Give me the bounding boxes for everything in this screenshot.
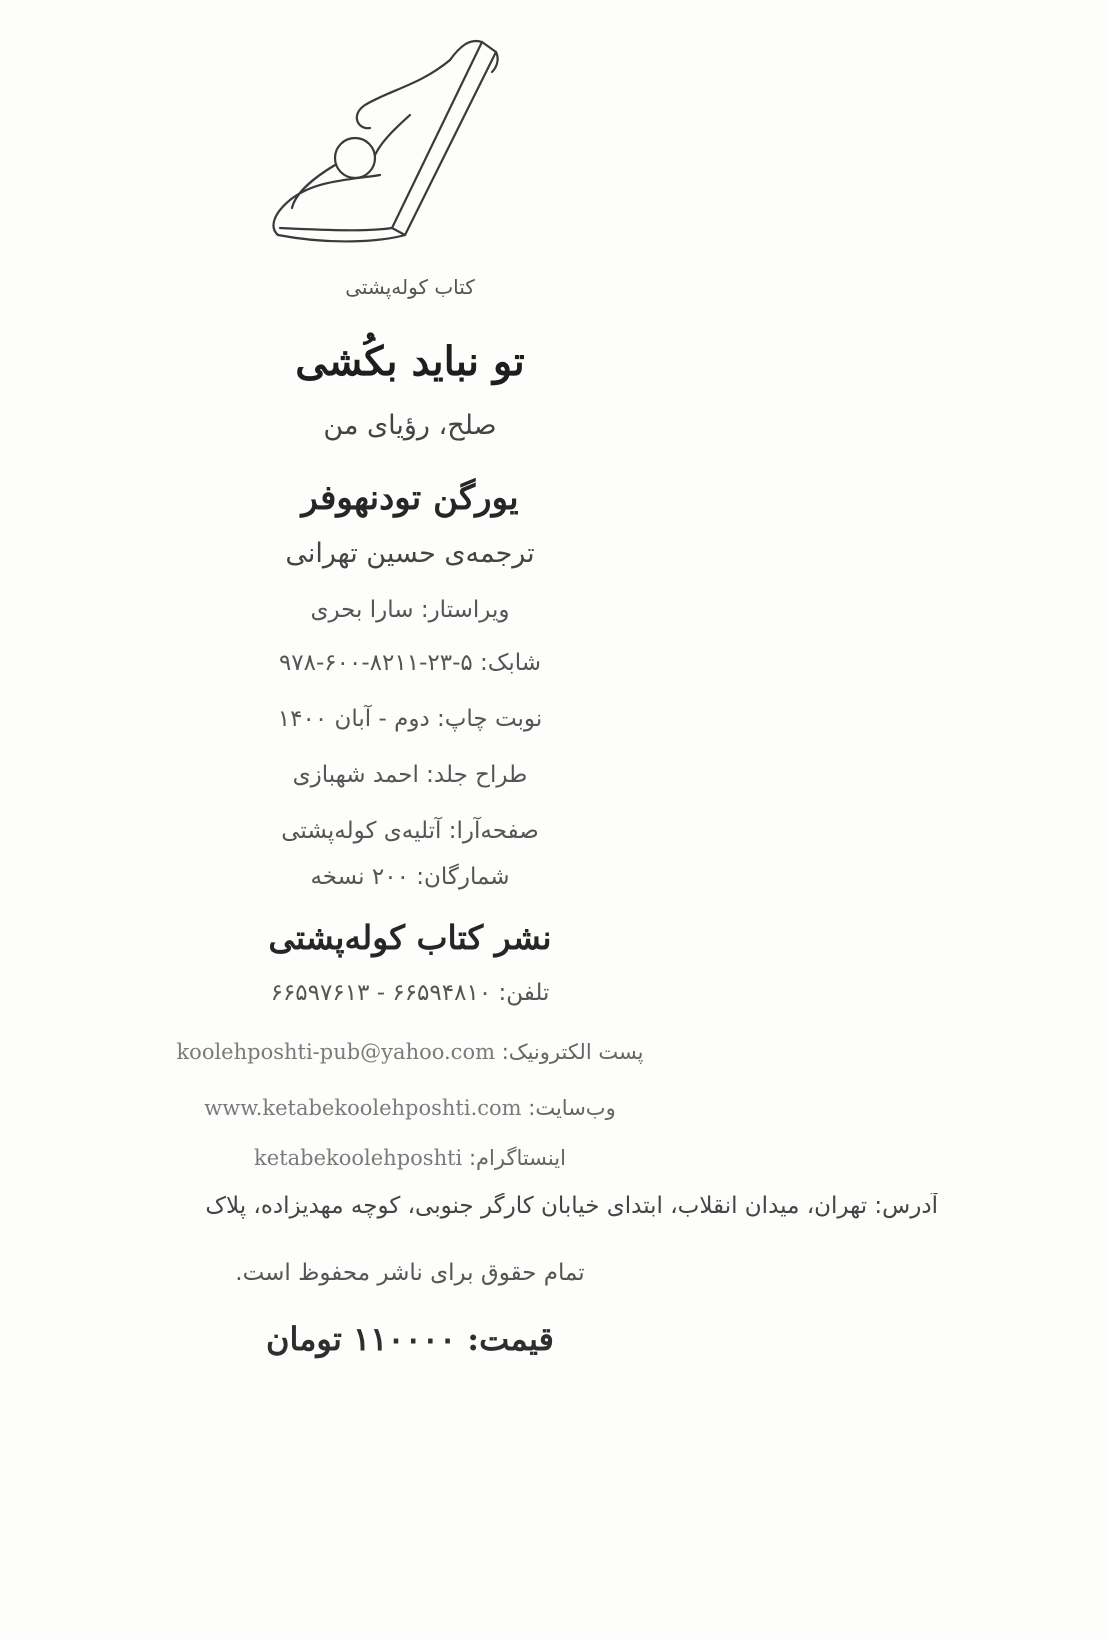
instagram-line (0, 1146, 820, 1170)
copies-count: شمارگان: ۲۰۰ نسخه (310, 864, 510, 890)
layout-credit: صفحه‌آرا: آتلیه‌ی کوله‌پشتی (281, 818, 539, 844)
publisher-name: نشر کتاب کوله‌پشتی (268, 918, 552, 957)
website-line (0, 1096, 820, 1120)
isbn-line (0, 650, 820, 676)
email-label: پست الکترونیک: (501, 1040, 644, 1064)
publisher-address: آدرس: تهران، میدان انقلاب، ابتدای خیابان کارگر جنوبی، کوچه مهدیزاده، پلاک (205, 1193, 938, 1219)
isbn-value: ۹۷۸-۶۰۰-۸۲۱۱-۲۳-۵ (278, 650, 473, 676)
author-name: یورگن تودنهوفر (301, 478, 519, 518)
edition-credit: نوبت چاپ: دوم - آبان ۱۴۰۰ (277, 706, 543, 732)
phone-value: ۶۶۵۹۷۶۱۳ - ۶۶۵۹۴۸۱۰ (270, 980, 492, 1006)
cover-designer-credit: طراح جلد: احمد شهبازی (292, 762, 528, 788)
book-logo-icon (270, 30, 520, 280)
isbn-label: شابک: (480, 650, 542, 676)
website-value: www.ketabekoolehposhti.com (204, 1096, 522, 1120)
book-price: قیمت: ۱۱۰۰۰۰ تومان (266, 1320, 554, 1358)
translator-credit: ترجمه‌ی حسین تهرانی (285, 538, 535, 569)
book-title: تو نباید بکُشی (295, 338, 525, 385)
instagram-label: اینستاگرام: (468, 1146, 566, 1170)
rights-notice: تمام حقوق برای ناشر محفوظ است. (235, 1260, 585, 1286)
editor-credit: ویراستار: سارا بحری (310, 597, 510, 623)
book-subtitle: صلح، رؤیای من (323, 410, 497, 441)
logo-caption: کتاب کوله‌پشتی (345, 275, 475, 299)
email-value: koolehposhti-pub@yahoo.com (176, 1040, 496, 1064)
email-line (0, 1040, 820, 1064)
phone-label: تلفن: (498, 980, 550, 1006)
phone-line (0, 980, 820, 1006)
website-label: وب‌سایت: (528, 1096, 616, 1120)
instagram-value: ketabekoolehposhti (254, 1146, 463, 1170)
